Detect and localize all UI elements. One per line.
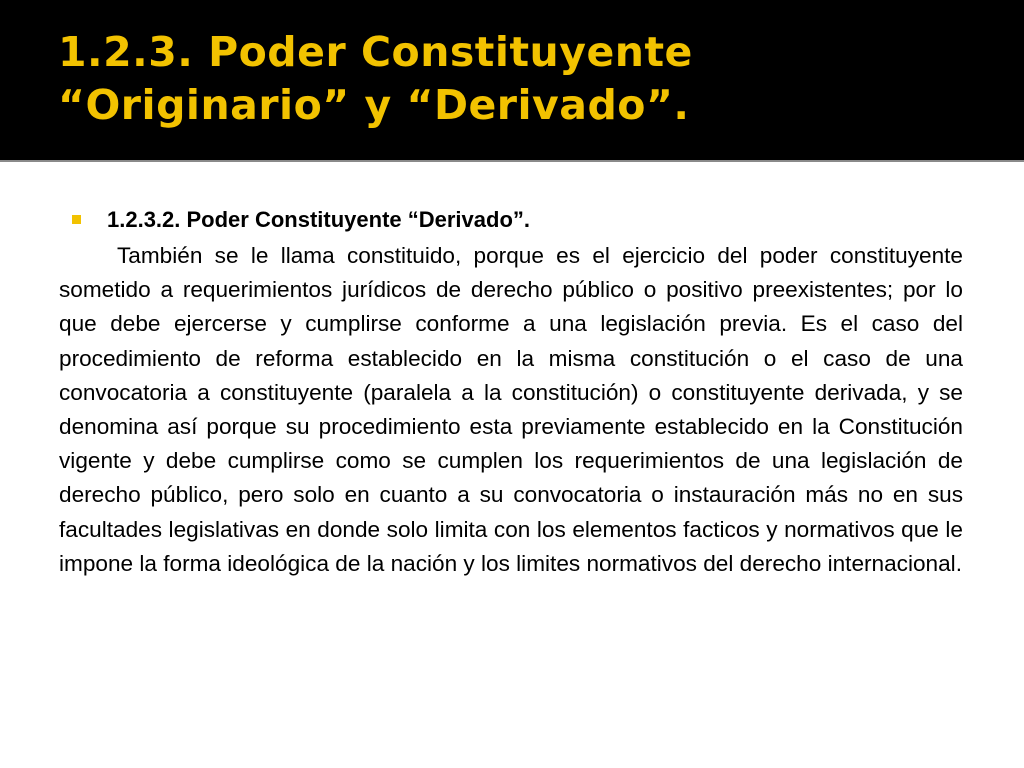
body-paragraph: También se le llama constituido, porque es el ejercicio del poder constituyente sometido a requerimientos jurídicos de derecho público o positivo preexistentes; por lo que debe ejercerse y cumplirse conforme a una legislación previa. Es el caso del procedimiento de reforma establecido en la misma constitución o el caso de una convocatoria a constituyente (paralela a la constitución) o constituyente derivada, y se denomina así porque su procedimiento esta previamente establecido en la Constitución vigente y debe cumplirse como se cumplen los requerimientos de una legislación de derecho público, pero solo en cuanto a su convocatoria o instauración más no en sus facultades legislativas en donde solo limita con los elementos facticos y normativos que le impone la forma ideológica de la nación y los limites normativos del derecho internacional. [59,243,963,576]
bullet-heading: 1.2.3.2. Poder Constituyente “Derivado”. [107,207,531,232]
bullet-item [72,206,972,234]
square-bullet-icon [72,215,81,224]
slide-title-line-2: “Originario” y “Derivado”. [58,81,690,129]
title-bar [0,0,1024,160]
slide-title-line-1: 1.2.3. Poder Constituyente [58,28,693,76]
title-divider [0,160,1024,162]
slide-title [58,26,998,132]
